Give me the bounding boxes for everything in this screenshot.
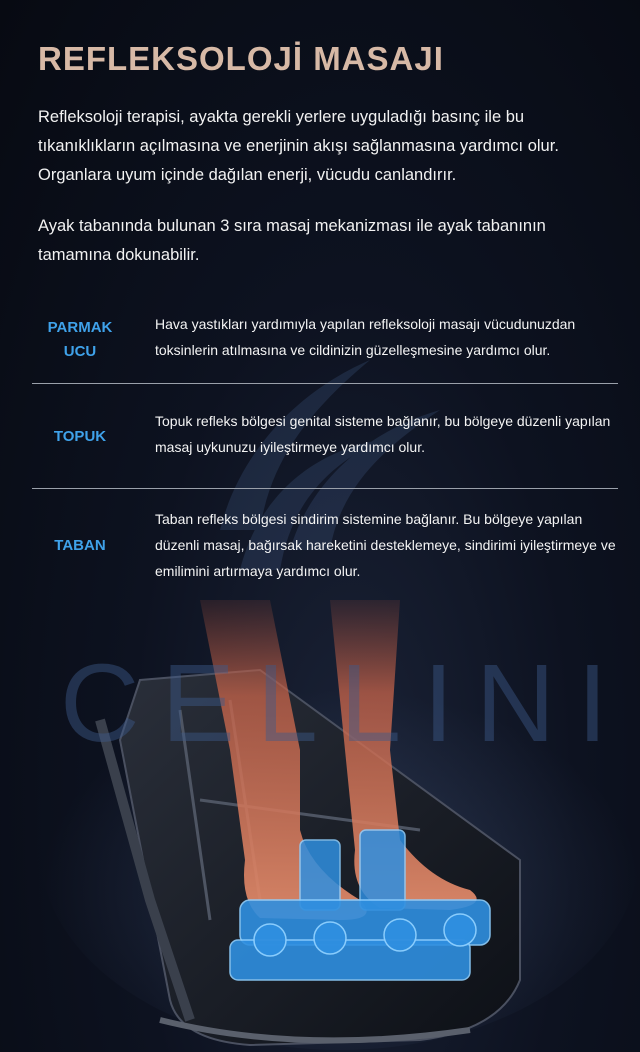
feature-description: Hava yastıkları yardımıyla yapılan refleksoloji masajı vücudunuzdan toksinlerin atılmasına ve cildinizin güzelleşmesine yardımcı olur. <box>155 316 576 358</box>
feature-description: Taban refleks bölgesi sindirim sistemine bağlanır. Bu bölgeye yapılan düzenli masaj, bağırsak hareketini desteklemeye, sindirimi iyileştirmeye ve emilimini artırmaya yardımcı olur. <box>155 511 616 579</box>
feature-row-topuk <box>32 408 618 464</box>
intro-paragraph-2: Ayak tabanında bulunan 3 sıra masaj mekanizması ile ayak tabanının tamamına dokunabilir. <box>38 217 546 264</box>
feature-label: TOPUK <box>53 428 107 445</box>
row-divider <box>32 383 618 384</box>
brand-watermark: CELLINI <box>60 642 630 765</box>
feature-label: TABAN <box>54 537 106 554</box>
feature-row-parmak-ucu <box>32 314 618 374</box>
intro-paragraph-1: Refleksoloji terapisi, ayakta gerekli yerlere uyguladığı basınç ile bu tıkanıklıkların açılmasına ve enerjinin akışı sağlanmasına yardımcı olur. Organlara uyum içinde dağılan enerji, vücudu canlandırır. <box>38 108 559 184</box>
row-divider <box>32 488 618 489</box>
page-title: REFLEKSOLOJİ MASAJI <box>38 40 444 77</box>
feature-row-taban <box>32 507 618 587</box>
feature-label: PARMAK UCU <box>47 319 113 360</box>
feature-description: Topuk refleks bölgesi genital sisteme bağlanır, bu bölgeye düzenli yapılan masaj uykunuzu iyileştirmeye yardımcı olur. <box>155 413 611 455</box>
